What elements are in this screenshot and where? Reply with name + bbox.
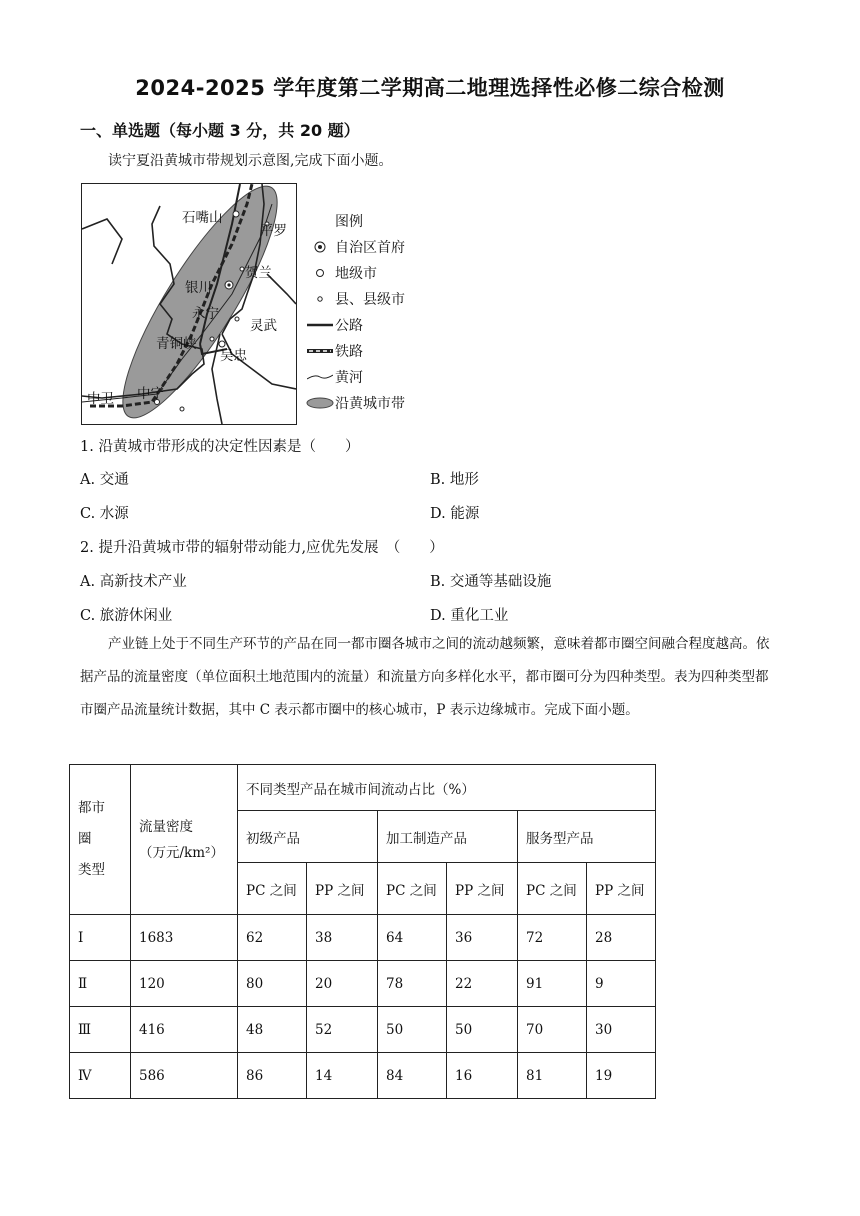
- header-group-primary: 初级产品: [238, 811, 378, 863]
- legend-river: 黄河: [305, 364, 405, 390]
- table-cell: 84: [378, 1053, 447, 1099]
- table-cell: 50: [378, 1007, 447, 1053]
- header-sub: PC 之间: [238, 863, 307, 915]
- map-label-qingtongxia: 青铜峡: [156, 336, 197, 352]
- table-row: [70, 1053, 656, 1099]
- header-sub: PC 之间: [378, 863, 447, 915]
- table-cell: 70: [518, 1007, 587, 1053]
- table-cell: Ⅲ: [70, 1007, 131, 1053]
- table-cell: 86: [238, 1053, 307, 1099]
- table-row: [70, 915, 656, 961]
- table-cell: 1683: [131, 915, 238, 961]
- map-label-pingluo: 平罗: [260, 223, 287, 239]
- table-cell: 50: [447, 1007, 518, 1053]
- q2-option-c[interactable]: C. 旅游休闲业: [80, 608, 173, 624]
- legend-railway: 铁路: [335, 344, 363, 360]
- table-cell: 16: [447, 1053, 518, 1099]
- q2-option-a[interactable]: A. 高新技术产业: [80, 574, 187, 590]
- table-cell: 14: [307, 1053, 378, 1099]
- map-label-lingwu: 灵武: [250, 318, 277, 334]
- table-cell: 586: [131, 1053, 238, 1099]
- header-group-service: 服务型产品: [518, 811, 656, 863]
- table-cell: 72: [518, 915, 587, 961]
- table-cell: 28: [587, 915, 656, 961]
- data-table: [69, 764, 656, 1099]
- table-cell: 9: [587, 961, 656, 1007]
- table-cell: Ⅳ: [70, 1053, 131, 1099]
- q2-option-d[interactable]: D. 重化工业: [430, 608, 509, 624]
- q1-option-a[interactable]: A. 交通: [80, 472, 129, 488]
- table-cell: 30: [587, 1007, 656, 1053]
- q2-option-b[interactable]: B. 交通等基础设施: [430, 574, 552, 590]
- map-label-yongning: 永宁: [192, 306, 219, 322]
- header-sub: PP 之间: [447, 863, 518, 915]
- map-label-zhongwei: 中卫: [87, 391, 114, 407]
- map-label-zhongning: 中宁: [137, 386, 164, 402]
- table-cell: 20: [307, 961, 378, 1007]
- map-label-shizuishan: 石嘴山: [182, 210, 223, 226]
- table-cell: Ⅰ: [70, 915, 131, 961]
- table-cell: 120: [131, 961, 238, 1007]
- legend-prefecture: 地级市: [305, 260, 405, 286]
- header-sub: PP 之间: [307, 863, 378, 915]
- header-group-manufacturing: 加工制造产品: [378, 811, 518, 863]
- legend-county: 县、县级市: [305, 286, 405, 312]
- q2-stem: 2. 提升沿黄城市带的辐射带动能力,应优先发展 （ ）: [80, 540, 444, 556]
- table-cell: 416: [131, 1007, 238, 1053]
- intro-text: 读宁夏沿黄城市带规划示意图,完成下面小题。: [108, 153, 393, 169]
- section-heading: 一、单选题（每小题 3 分，共 20 题）: [80, 121, 360, 140]
- map-legend: [305, 208, 405, 416]
- q1-option-d[interactable]: D. 能源: [430, 506, 480, 522]
- map-label-wuzhong: 吴忠: [220, 348, 247, 364]
- passage-text: 产业链上处于不同生产环节的产品在同一都市圈各城市之间的流动越频繁，意味着都市圈空间融合程度越高。依据产品的流量密度（单位面积土地范围内的流量）和流量方向多样化水平，都市圈可分为四种类型。表为四种类型都市圈产品流量统计数据，其中 C 表示都市圈中的核心城市，P 表示边缘城市。完成下面小题。: [80, 636, 770, 718]
- q1-option-c[interactable]: C. 水源: [80, 506, 129, 522]
- table-cell: 38: [307, 915, 378, 961]
- legend-road: 公路: [335, 318, 363, 334]
- map-label-yinchuan: 银川: [185, 280, 212, 296]
- header-type: 都市 圈 类型: [70, 765, 131, 915]
- table-cell: 19: [587, 1053, 656, 1099]
- header-sub: PP 之间: [587, 863, 656, 915]
- table-cell: 81: [518, 1053, 587, 1099]
- page-title: 2024-2025 学年度第二学期高二地理选择性必修二综合检测: [135, 76, 725, 100]
- table-cell: 22: [447, 961, 518, 1007]
- table-cell: 36: [447, 915, 518, 961]
- legend-capital: 自治区首府: [305, 234, 405, 260]
- legend-title: 图例: [335, 214, 363, 230]
- table-cell: Ⅱ: [70, 961, 131, 1007]
- table-cell: 91: [518, 961, 587, 1007]
- table-cell: 64: [378, 915, 447, 961]
- table-cell: 62: [238, 915, 307, 961]
- header-share: 不同类型产品在城市间流动占比（%）: [238, 765, 656, 811]
- q1-stem: 1. 沿黄城市带形成的决定性因素是（ ）: [80, 439, 360, 455]
- table-cell: 48: [238, 1007, 307, 1053]
- header-sub: PC 之间: [518, 863, 587, 915]
- map-figure: [81, 183, 297, 425]
- legend-belt: 沿黄城市带: [305, 390, 405, 416]
- table-cell: 52: [307, 1007, 378, 1053]
- table-row: [70, 1007, 656, 1053]
- table-row: [70, 961, 656, 1007]
- q1-option-b[interactable]: B. 地形: [430, 472, 479, 488]
- map-label-helan: 贺兰: [245, 265, 272, 281]
- table-cell: 80: [238, 961, 307, 1007]
- table-cell: 78: [378, 961, 447, 1007]
- header-density: 流量密度 （万元/km²）: [131, 765, 238, 915]
